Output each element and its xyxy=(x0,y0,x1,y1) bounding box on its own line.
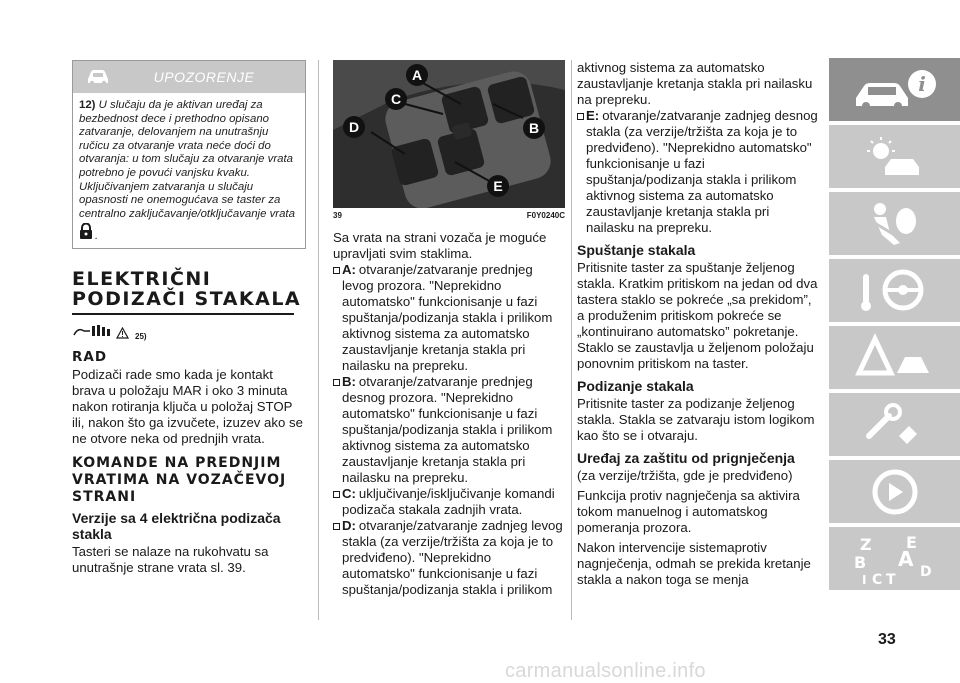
figure-label-a: A xyxy=(406,64,428,86)
section-title-line1: ELEKTRIČNI xyxy=(72,267,212,290)
svg-text:I: I xyxy=(861,572,866,586)
right-column xyxy=(577,60,821,588)
section-title-line2: PODIZAČI STAKALA xyxy=(72,287,302,310)
version-text: Tasteri se nalaze na rukohvatu sa unutrašnje strane vrata sl. 39. xyxy=(72,543,269,575)
protect-heading: Uređaj za zaštitu od prignječenja xyxy=(577,450,795,466)
version-heading: Verzije sa 4 električna podizača stakla xyxy=(72,509,281,542)
front-door-heading: KOMANDE NA PREDNJIM VRATIMA NA VOZAČEVOJ STRANI xyxy=(72,454,287,505)
protect-sub: (za verzije/tržišta, gde je predviđeno) xyxy=(577,468,793,483)
raise-text: Pritisnite taster za podizanje željenog stakla. Stakla se zatvaraju istom logikom kao što se i otvaraju. xyxy=(577,396,815,443)
svg-text:A: A xyxy=(897,546,913,571)
warning-text: U slučaju da je aktivan uređaj za bezbednost dece i prethodno opisano zatvaranje, delovanjem na unutrašnju ručicu za otvaranje vrata neće doći do otvaranja: u tom slučaju za otvaranje vrata potrebno je povući vanjsku kvaku. Uključivanjem zatvaranja u slučaju opasnosti ne onemogućava se taster za centralno zaključavanje/otključavanje vrata xyxy=(79,99,295,220)
lower-text: Pritisnite taster za spuštanje željenog stakla. Kratkim pritiskom na jedan od dva tastera staklo se pokreće „sa prekidom”, a produženim pritiskom pokreće se „kontinuirano automatsko” pokretanje. Staklo se zaustavlja u željenom položaju ponovnim pritiskom na taster. xyxy=(577,260,818,371)
column-divider xyxy=(571,60,572,620)
svg-text:D: D xyxy=(919,563,932,580)
svg-text:E: E xyxy=(905,532,917,552)
warning-body xyxy=(73,93,305,248)
middle-intro: Sa vrata na strani vozača je moguće upravljati svim staklima. xyxy=(333,230,547,261)
airbag-safety-icon xyxy=(860,199,930,249)
svg-text:i: i xyxy=(917,71,926,96)
warning-lights-icon xyxy=(855,135,935,179)
key-hand-icon xyxy=(72,323,112,341)
section-icons xyxy=(72,321,306,341)
left-column xyxy=(72,60,306,576)
middle-column xyxy=(333,60,565,598)
svg-text:Z: Z xyxy=(859,534,872,554)
tab-service[interactable] xyxy=(829,393,960,456)
multimedia-icon xyxy=(855,467,935,517)
padlock-icon xyxy=(79,223,93,244)
list-item: C: uključivanje/isključivanje komandi podizača stakala zadnjih vrata. xyxy=(333,486,565,518)
figure-label-e: E xyxy=(487,175,509,197)
service-wrench-icon xyxy=(855,400,935,450)
section-rule xyxy=(72,313,294,315)
steering-wheel-icon xyxy=(855,266,935,316)
list-item: A: otvaranje/zatvaranje prednjeg levog prozora. "Neprekidno automatsko" funkcionisanje u fazi spuštanja/podizanja stakla i prilikom aktivnog sistema za automatsko zaustavljanje kretanja stakla pri nailasku na prepreku. xyxy=(333,262,565,374)
svg-text:B: B xyxy=(853,552,866,572)
window-switch-photo xyxy=(333,60,565,208)
tab-index[interactable] xyxy=(829,527,960,590)
list-item: B: otvaranje/zatvaranje prednjeg desnog prozora. "Neprekidno automatsko" funkcionisanje u fazi spuštanja/podizanja stakla i prilikom aktivnog sistema za automatsko zaustavljanje kretanja stakla pri nailasku na prepreku. xyxy=(333,374,565,486)
warning-number: 12) xyxy=(79,99,96,111)
tab-safety[interactable] xyxy=(829,192,960,255)
list-item: E: otvaranje/zatvaranje zadnjeg desnog stakla (za verzije/tržišta za koja je to predviđeno). "Neprekidno automatsko" funkcionisanje u fazi spuštanja/podizanja stakla i prilikom aktivnog sistema za automatsko zaustavljanje kretanja stakla pri nailasku na prepreku. xyxy=(577,108,821,236)
protect-text2: Nakon intervencije sistemaprotiv nagnječenja, odmah se prekida kretanje stakla a nakon toga se menja xyxy=(577,540,811,587)
index-letters-icon xyxy=(850,532,940,586)
column-divider xyxy=(318,60,319,620)
warning-header xyxy=(73,61,305,93)
right-cont: aktivnog sistema za automatsko zaustavljanje kretanja stakla pri nailasku na prepreku. xyxy=(577,60,813,107)
raise-heading: Podizanje stakala xyxy=(577,378,694,394)
protect-text1: Funkcija protiv nagnječenja sa aktivira tokom manuelnog i automatskog pomeranja prozora. xyxy=(577,488,800,535)
emergency-icon xyxy=(855,333,935,383)
rad-heading: RAD xyxy=(72,348,108,365)
watermark: carmanualsonline.info xyxy=(505,660,706,682)
rad-text: Podizači rade smo kada je kontakt brava u položaju MAR i oko 3 minuta nakon rotiranja ključa u položaj STOP ili, nakon što ga izvučete, izuzev ako se ne otvore neka od prednjih vrata. xyxy=(72,366,303,446)
warning-title: UPOZORENJE xyxy=(153,69,255,85)
tab-car-info[interactable] xyxy=(829,58,960,121)
page-number: 33 xyxy=(878,631,896,648)
figure-number: 39 xyxy=(333,211,342,220)
car-info-icon xyxy=(850,68,940,112)
section-title xyxy=(72,269,306,309)
svg-text:T: T xyxy=(885,571,896,586)
figure-label-d: D xyxy=(343,116,365,138)
list-item: D: otvaranje/zatvaranje zadnjeg levog stakla (za verzije/tržišta za koja je to predviđeno). "Neprekidno automatsko" funkcionisanje u fazi spuštanja/podizanja stakla i prilikom xyxy=(333,518,565,598)
figure-caption xyxy=(333,211,565,220)
car-warning-icon xyxy=(85,68,111,91)
tab-steering[interactable] xyxy=(829,259,960,322)
figure-label-b: B xyxy=(523,117,545,139)
tab-warning-lights[interactable] xyxy=(829,125,960,188)
lower-heading: Spuštanje stakala xyxy=(577,242,696,258)
figure-label-c: C xyxy=(385,88,407,110)
chapter-sidebar xyxy=(829,58,960,594)
warning-triangle-icon xyxy=(116,327,129,341)
warning-box xyxy=(72,60,306,249)
warning-end: . xyxy=(95,230,99,243)
tab-multimedia[interactable] xyxy=(829,460,960,523)
svg-text:C: C xyxy=(871,571,882,586)
figure-code: F0Y0240C xyxy=(526,211,565,220)
tab-emergency[interactable] xyxy=(829,326,960,389)
section-ref: 25) xyxy=(135,331,147,341)
